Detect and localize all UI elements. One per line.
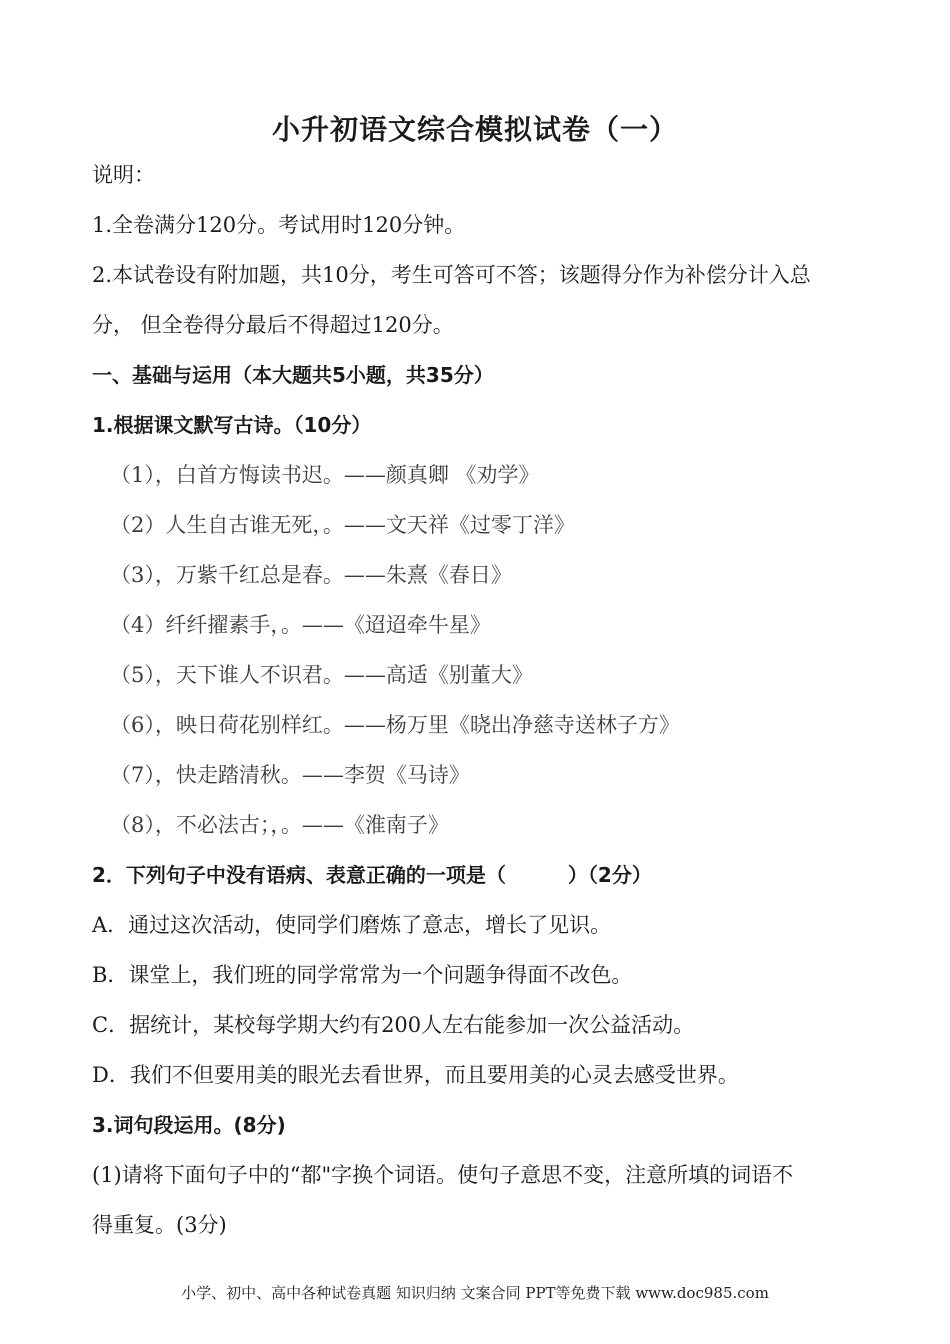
poem-line: （8），不必法古；，。——《淮南子》 [110,813,449,837]
instruction-item: 1.全卷满分120分。考试用时120分钟。 [92,213,466,237]
question-title: 3.词句段运用。(8分) [92,1113,286,1137]
page-footer: 小学、初中、高中各种试卷真题 知识归纳 文案合同 PPT等免费下载 www.doc985.com [181,1284,769,1302]
question-score: ）（2分） [567,863,652,887]
poem-line: （2）人生自古谁无死，。——文天祥《过零丁洋》 [110,513,575,537]
question-title-text: 2．下列句子中没有语病、表意正确的一项是（ [92,863,506,887]
question-title [92,860,870,890]
instruction-item-continued: 分， 但全卷得分最后不得超过120分。 [92,313,454,337]
poem-line: （3），万紫千红总是春。——朱熹《春日》 [110,563,512,587]
option-a: A．通过这次活动，使同学们磨炼了意志，增长了见识。 [92,913,612,937]
sub-question: (1)请将下面句子中的“都"字换个词语。使句子意思不变，注意所填的词语不 [92,1163,794,1187]
option-c: C．据统计，某校每学期大约有200人左右能参加一次公益活动。 [92,1013,695,1037]
poem-line: （1），白首方悔读书迟。——颜真卿 《劝学》 [110,463,540,487]
poem-line: （5），天下谁人不识君。——高适《别董大》 [110,663,533,687]
option-b: B．课堂上，我们班的同学常常为一个问题争得面不改色。 [92,963,633,987]
poem-line: （7），快走踏清秋。——李贺《马诗》 [110,763,470,787]
option-d: D．我们不但要用美的眼光去看世界，而且要用美的心灵去感受世界。 [92,1063,739,1087]
instructions-heading: 说明： [92,163,155,187]
page-title: 小升初语文综合模拟试卷（一） [271,113,678,146]
poem-line: （4）纤纤擢素手，。——《迢迢牵牛星》 [110,613,491,637]
instruction-item: 2.本试卷设有附加题，共10分，考生可答可不答；该题得分作为补偿分计入总 [92,263,811,287]
poem-line: （6），映日荷花别样红。——杨万里《晓出净慈寺送林子方》 [110,713,680,737]
section-heading: 一、基础与运用（本大题共5小题，共35分） [92,363,494,387]
question-title: 1.根据课文默写古诗。（10分） [92,413,372,437]
sub-question-continued: 得重复。(3分) [92,1213,227,1237]
